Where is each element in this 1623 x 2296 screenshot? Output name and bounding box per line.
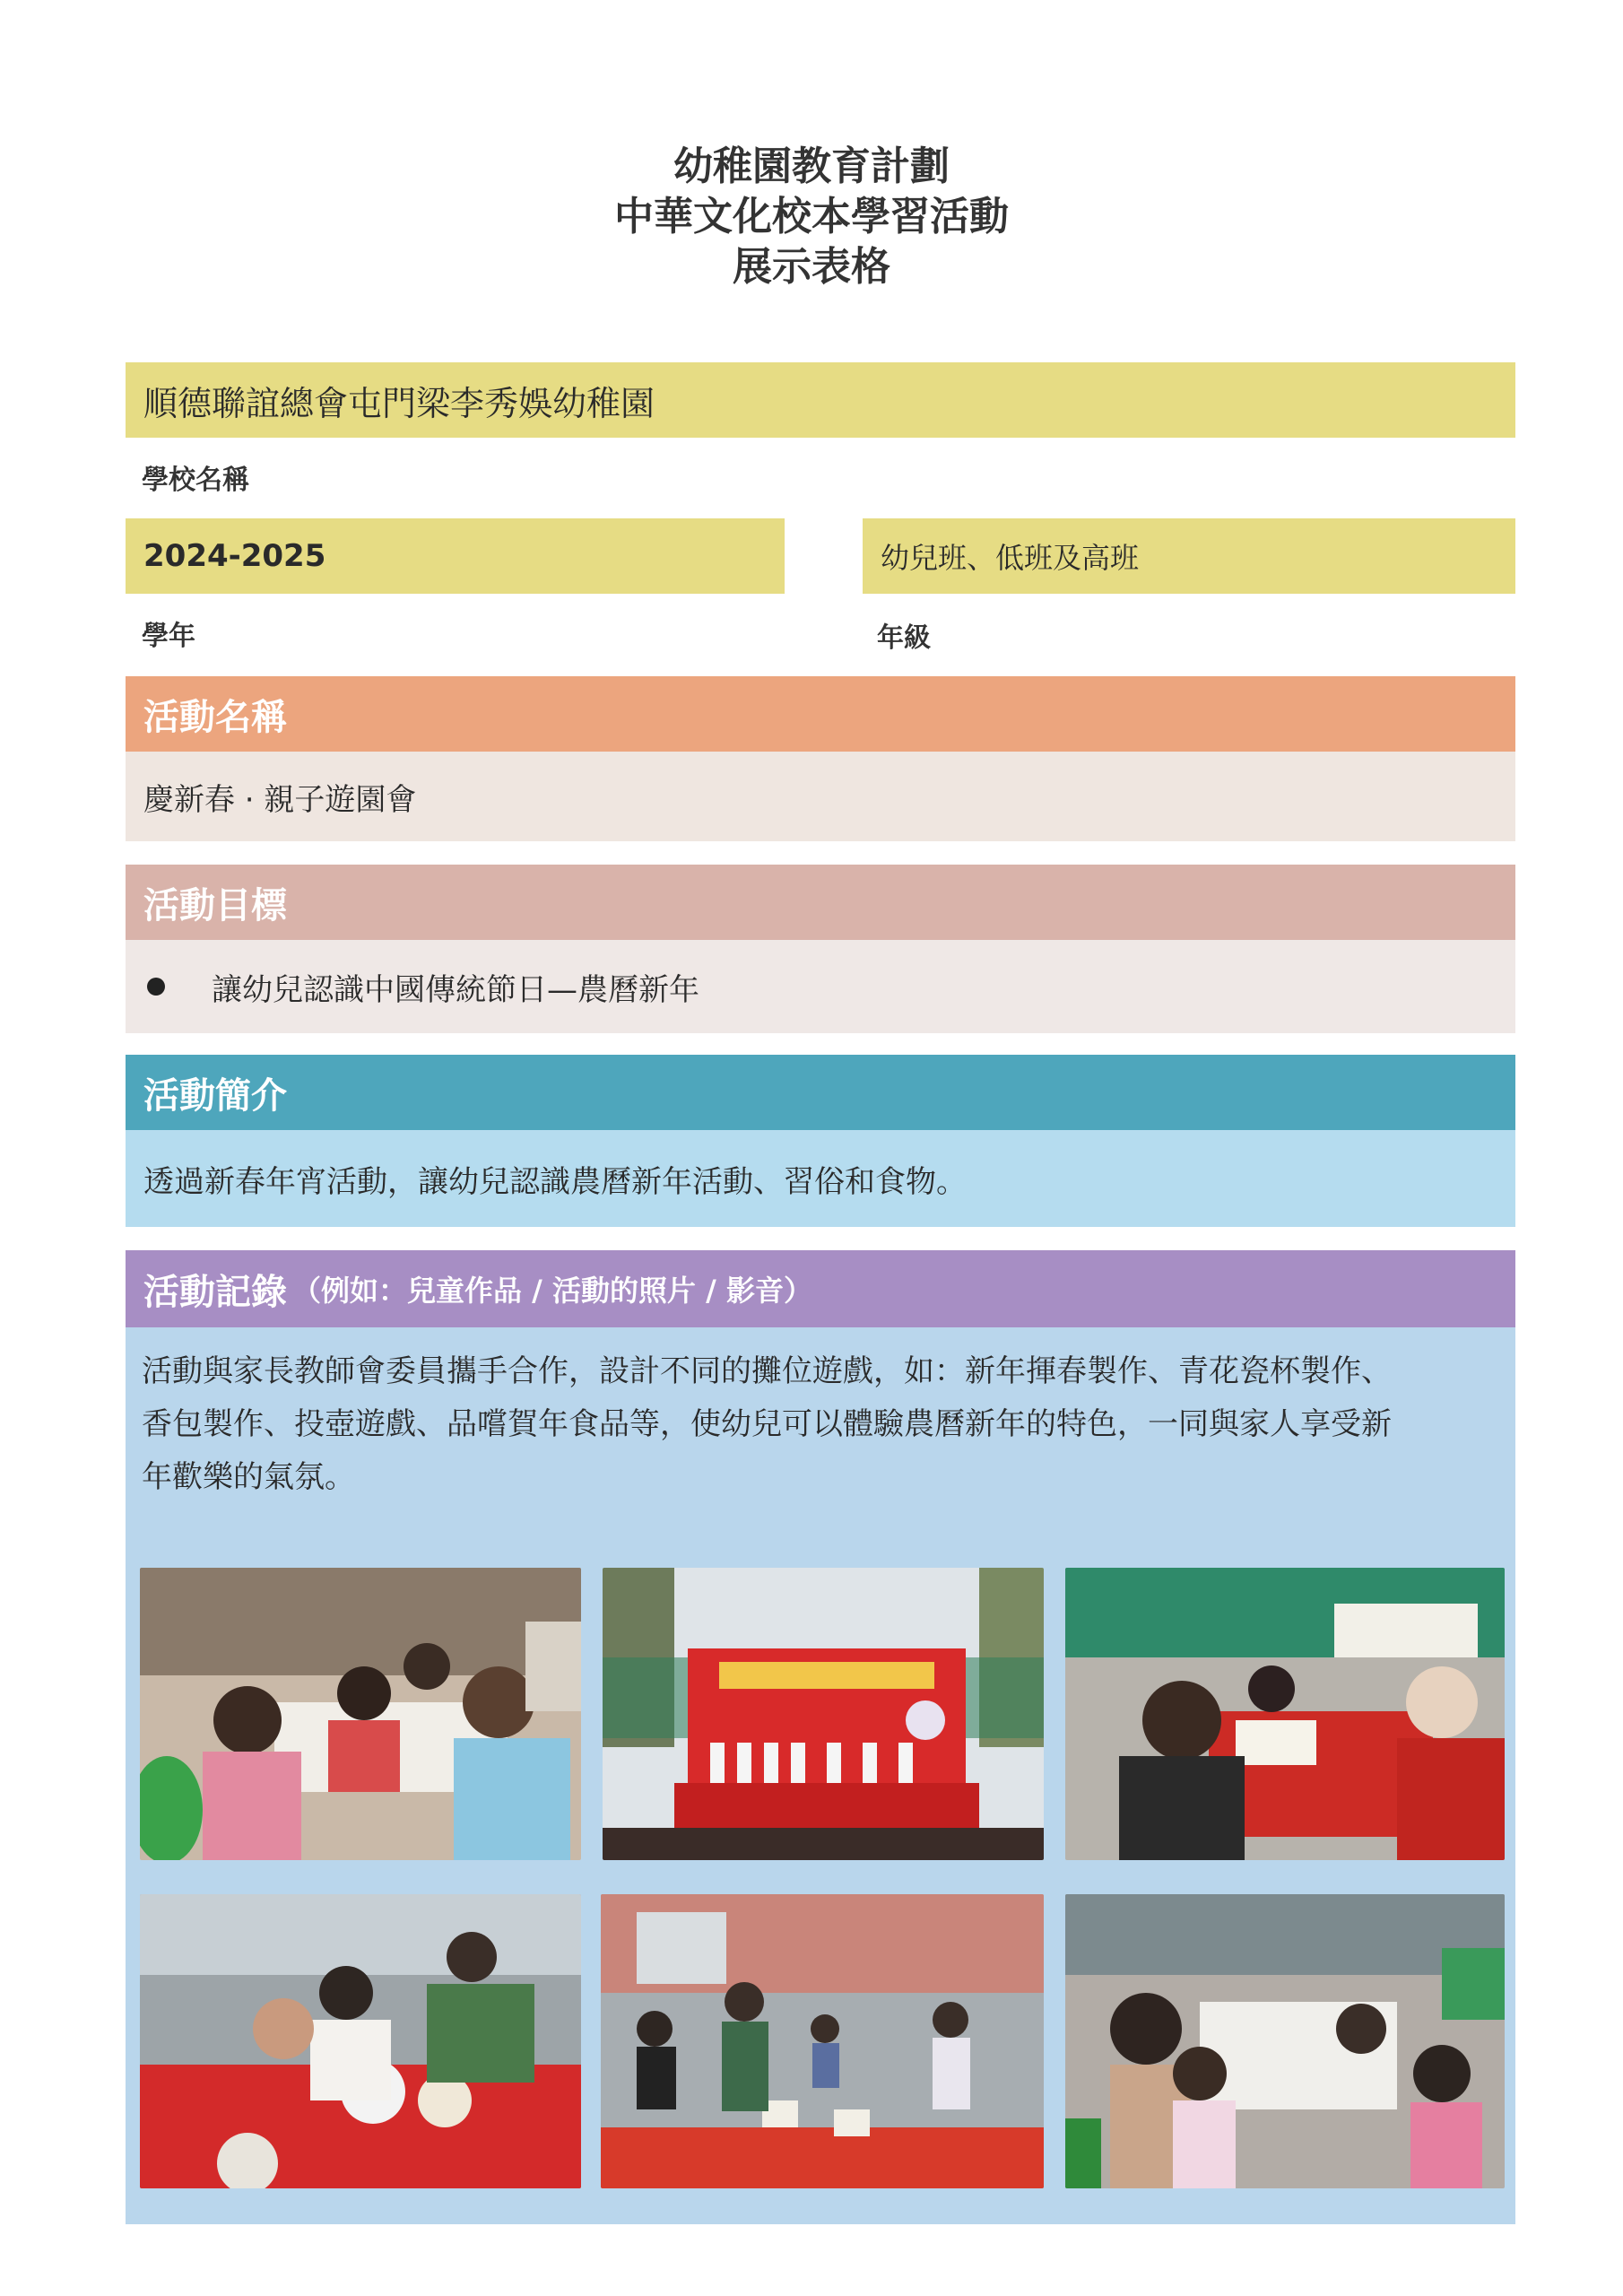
title-line-1: 幼稚園教育計劃	[673, 144, 950, 189]
school-name-field	[126, 362, 1515, 438]
intro-value: 透過新春年宵活動，讓幼兒認識農曆新年活動、習俗和食物。	[143, 1163, 967, 1200]
photo-food-stall	[140, 1894, 581, 2188]
record-header	[126, 1250, 1515, 1327]
school-name-label: 學校名稱	[142, 465, 249, 496]
record-line-2: 香包製作、投壺遊戲、品嚐賀年食品等，使幼兒可以體驗農曆新年的特色，一同與家人享受新	[142, 1406, 1392, 1442]
grade-value: 幼兒班、低班及高班	[881, 541, 1140, 575]
school-year-value: 2024-2025	[143, 538, 326, 574]
objectives-body	[126, 940, 1515, 1033]
grade-label: 年級	[877, 622, 931, 654]
intro-header	[126, 1055, 1515, 1130]
activity-name-header	[126, 676, 1515, 752]
photo-parent-child-writing	[1065, 1568, 1505, 1860]
photo-group-selfie	[1065, 1894, 1505, 2188]
record-heading: 活動記錄	[143, 1271, 287, 1313]
school-name-value: 順德聯誼總會屯門梁李秀娛幼稚園	[143, 383, 655, 423]
photo-pot-throwing-game	[601, 1894, 1044, 2188]
record-heading-note: （例如：兒童作品 / 活動的照片 / 影音）	[292, 1274, 812, 1308]
photo-stage-performance	[603, 1568, 1044, 1860]
activity-name-heading: 活動名稱	[143, 696, 287, 738]
title-line-2: 中華文化校本學習活動	[614, 194, 1009, 239]
record-description	[142, 1345, 1505, 1504]
record-line-1: 活動與家長教師會委員攜手合作，設計不同的攤位遊戲，如：新年揮春製作、青花瓷杯製作、	[142, 1353, 1392, 1389]
activity-name-value: 慶新春 · 親子遊園會	[143, 781, 417, 818]
title-line-3: 展示表格	[733, 244, 890, 290]
activity-name-body	[126, 752, 1515, 841]
intro-body	[126, 1130, 1515, 1227]
page-title	[0, 142, 1623, 292]
school-year-field	[126, 518, 785, 594]
bullet-icon	[147, 978, 165, 996]
grade-field	[863, 518, 1515, 594]
objectives-header	[126, 865, 1515, 940]
photo-kids-crafting	[140, 1568, 581, 1860]
objectives-heading: 活動目標	[143, 884, 287, 926]
record-line-3: 年歡樂的氣氛。	[142, 1459, 355, 1495]
intro-heading: 活動簡介	[143, 1074, 287, 1117]
school-year-label: 學年	[142, 621, 195, 652]
objective-item: 讓幼兒認識中國傳統節日—農曆新年	[212, 971, 699, 1008]
